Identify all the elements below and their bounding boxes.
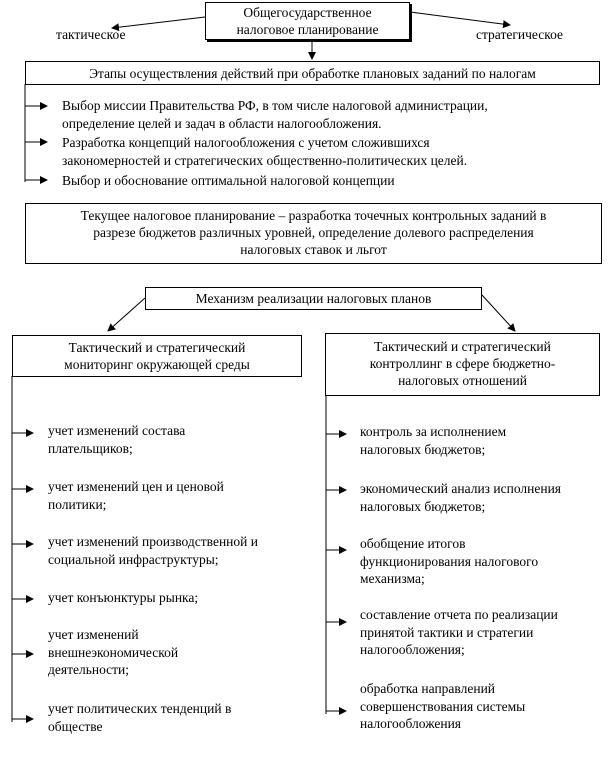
monitoring-item-1: учет изменений состава плательщиков; <box>48 423 186 456</box>
mechanism-box <box>145 287 482 310</box>
tactical-label: тактическое <box>56 27 126 42</box>
stage-item-2: Разработка концепций налогообложения с учетом сложившихся закономерностей и стратегических общественно-политических целей. <box>62 135 468 168</box>
strategic-label: стратегическое <box>476 27 563 42</box>
arrow-to-monitoring <box>108 298 145 331</box>
monitoring-title-line2: мониторинг окружающей среды <box>64 357 250 372</box>
stage-item-3: Выбор и обоснование оптимальной налоговой концепции <box>62 173 395 188</box>
stages-header-box <box>25 61 600 85</box>
monitoring-item-5: учет изменений внешнеэкономической деятельности; <box>48 627 179 677</box>
current-planning-line1: Текущее налоговое планирование – разработка точечных контрольных заданий в <box>80 208 547 223</box>
controlling-title-line1: Тактический и стратегический <box>374 339 551 354</box>
current-planning-line3: налоговых ставок и льгот <box>240 242 387 257</box>
controlling-item-3: обобщение итогов функционирования налогового механизма; <box>360 536 539 586</box>
controlling-item-5: обработка направлений совершенствования системы налогообложения <box>360 681 526 731</box>
controlling-item-4: составление отчета по реализации принятой тактики и стратегии налогообложения; <box>360 607 558 657</box>
current-planning-box <box>25 203 602 264</box>
national-tax-planning-box <box>205 2 410 40</box>
controlling-title-line2: контроллинг в сфере бюджетно- <box>369 356 556 371</box>
arrow-to-controlling <box>482 295 515 331</box>
monitoring-item-2: учет изменений цен и ценовой политики; <box>48 479 224 512</box>
controlling-item-1: контроль за исполнением налоговых бюджетов; <box>360 424 507 457</box>
monitoring-item-3: учет изменений производственной и социальной инфраструктуры; <box>48 534 258 567</box>
controlling-box <box>325 333 600 396</box>
monitoring-title-line1: Тактический и стратегический <box>68 340 246 355</box>
arrow-to-tactical <box>112 17 205 28</box>
national-tax-planning-line1: Общегосударственное <box>243 5 372 20</box>
national-tax-planning-line2: налоговое планирование <box>236 22 379 37</box>
current-planning-line2: разрезе бюджетов различных уровней, определение долевого распределения <box>93 225 534 240</box>
controlling-title-line3: налоговых отношений <box>398 373 527 388</box>
monitoring-item-6: учет политических тенденций в обществе <box>48 701 232 734</box>
arrow-to-strategic <box>410 12 510 25</box>
mechanism-title: Механизм реализации налоговых планов <box>195 291 432 306</box>
controlling-item-2: экономический анализ исполнения налоговых бюджетов; <box>360 481 562 514</box>
monitoring-item-4: учет конъюнктуры рынка; <box>48 590 199 605</box>
monitoring-box <box>12 335 302 377</box>
stages-header-text: Этапы осуществления действий при обработке плановых заданий по налогам <box>89 66 536 81</box>
stage-item-1: Выбор миссии Правительства РФ, в том числе налоговой администрации, определение целей и задач в области налогообложения. <box>62 98 488 131</box>
